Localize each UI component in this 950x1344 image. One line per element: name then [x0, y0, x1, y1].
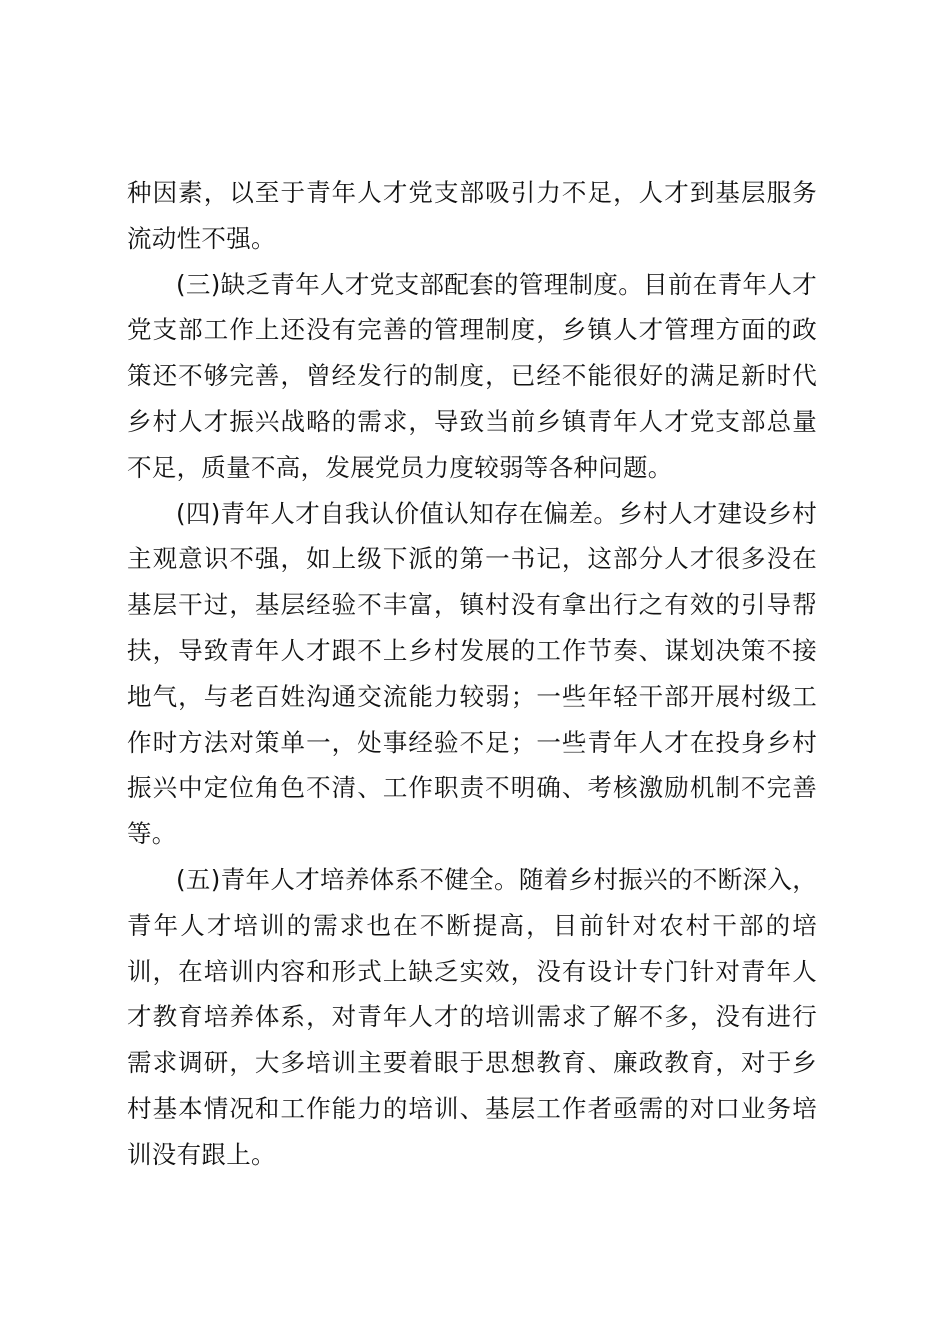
- paragraph-continuation: 种因素，以至于青年人才党支部吸引力不足，人才到基层服务流动性不强。: [127, 178, 817, 253]
- paragraph-section-five: (五)青年人才培养体系不健全。随着乡村振兴的不断深入，青年人才培训的需求也在不断提高，目前针对农村干部的培训，在培训内容和形式上缺乏实效，没有设计专门针对青年人才教育培养体系，对青年人才的培训需求了解不多，没有进行需求调研，大多培训主要着眼于思想教育、廉政教育，对于乡村基本情况和工作能力的培训、基层工作者亟需的对口业务培训没有跟上。: [127, 864, 817, 1169]
- paragraph-section-four: (四)青年人才自我认价值认知存在偏差。乡村人才建设乡村主观意识不强，如上级下派的第一书记，这部分人才很多没在基层干过，基层经验不丰富，镇村没有拿出行之有效的引导帮扶，导致青年人才跟不上乡村发展的工作节奏、谋划决策不接地气，与老百姓沟通交流能力较弱；一些年轻干部开展村级工作时方法对策单一，处事经验不足；一些青年人才在投身乡村振兴中定位角色不清、工作职责不明确、考核激励机制不完善等。: [127, 498, 817, 849]
- document-body: [127, 170, 817, 1178]
- paragraph-section-three: (三)缺乏青年人才党支部配套的管理制度。目前在青年人才党支部工作上还没有完善的管理制度，乡镇人才管理方面的政策还不够完善，曾经发行的制度，已经不能很好的满足新时代乡村人才振兴战略的需求，导致当前乡镇青年人才党支部总量不足，质量不高，发展党员力度较弱等各种问题。: [127, 269, 817, 482]
